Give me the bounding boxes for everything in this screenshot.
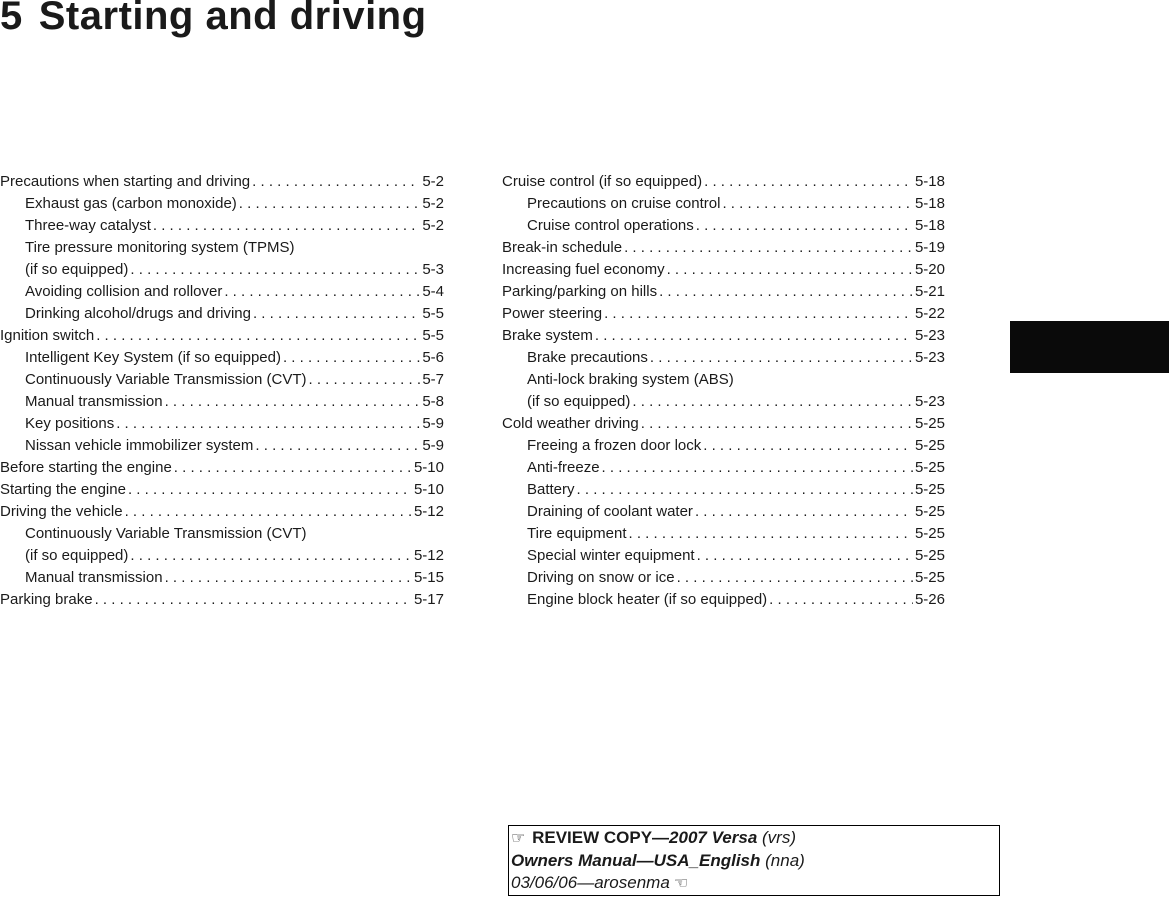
toc-dot-leader bbox=[224, 281, 420, 303]
toc-entry-title: Precautions on cruise control bbox=[527, 195, 721, 212]
toc-entry[interactable] bbox=[502, 347, 945, 369]
toc-entry-page: 5-2 bbox=[422, 217, 444, 234]
toc-entry[interactable] bbox=[0, 479, 444, 501]
toc-entry-page: 5-5 bbox=[422, 305, 444, 322]
toc-entry-title: Before starting the engine bbox=[0, 459, 172, 476]
toc-entry-page: 5-25 bbox=[914, 547, 945, 564]
toc-entry-page: 5-19 bbox=[914, 239, 945, 256]
toc-entry-title: Nissan vehicle immobilizer system bbox=[25, 437, 254, 454]
chapter-number: 5 bbox=[0, 0, 23, 38]
toc-dot-leader bbox=[253, 303, 420, 325]
hand-pointing-left-icon: ☜ bbox=[673, 875, 689, 892]
chapter-side-tab bbox=[1010, 321, 1169, 373]
toc-entry-page: 5-21 bbox=[914, 283, 945, 300]
toc-entry-page: 5-9 bbox=[422, 415, 444, 432]
toc-dot-leader bbox=[650, 347, 913, 369]
toc-entry-title: Parking/parking on hills bbox=[502, 283, 658, 300]
toc-dot-leader bbox=[667, 259, 913, 281]
toc-entry[interactable] bbox=[502, 193, 945, 215]
toc-entry-title: Freeing a frozen door lock bbox=[527, 437, 702, 454]
toc-dot-leader bbox=[255, 435, 420, 457]
toc-entry-page: 5-22 bbox=[914, 305, 945, 322]
toc-entry-title: Draining of coolant water bbox=[527, 503, 693, 520]
toc-dot-leader bbox=[153, 215, 420, 237]
toc-entry[interactable] bbox=[502, 567, 945, 589]
review-date: 03/06/06 bbox=[511, 873, 578, 892]
toc-entry-title: Continuously Variable Transmission (CVT) bbox=[25, 525, 307, 542]
toc-dot-leader bbox=[309, 369, 421, 391]
toc-entry[interactable] bbox=[0, 523, 444, 567]
toc-entry-page: 5-3 bbox=[422, 261, 444, 278]
toc-entry-page: 5-25 bbox=[914, 437, 945, 454]
review-line-2 bbox=[511, 850, 997, 872]
toc-entry[interactable] bbox=[502, 457, 945, 479]
toc-entry-page: 5-23 bbox=[914, 393, 945, 410]
toc-entry-title: Precautions when starting and driving bbox=[0, 173, 251, 190]
toc-dot-leader bbox=[629, 523, 913, 545]
toc-dot-leader bbox=[165, 567, 412, 589]
toc-entry-page: 5-25 bbox=[914, 459, 945, 476]
toc-entry-title-continued: (if so equipped) bbox=[25, 261, 129, 278]
toc-dot-leader bbox=[96, 325, 420, 347]
toc-entry[interactable] bbox=[0, 391, 444, 413]
toc-entry[interactable] bbox=[502, 523, 945, 545]
toc-entry-page: 5-20 bbox=[914, 261, 945, 278]
toc-entry[interactable] bbox=[0, 193, 444, 215]
toc-entry-title: Increasing fuel economy bbox=[502, 261, 665, 278]
toc-entry-page: 5-12 bbox=[413, 547, 444, 564]
toc-dot-leader bbox=[130, 545, 412, 567]
toc-entry[interactable] bbox=[0, 171, 444, 193]
review-copy-box bbox=[508, 825, 1000, 896]
toc-entry[interactable] bbox=[502, 259, 945, 281]
toc-entry[interactable] bbox=[502, 369, 945, 413]
toc-dot-leader bbox=[174, 457, 412, 479]
toc-entry-page: 5-25 bbox=[914, 481, 945, 498]
toc-entry-title: Manual transmission bbox=[25, 393, 163, 410]
toc-entry-title: Three-way catalyst bbox=[25, 217, 151, 234]
review-model: 2007 Versa bbox=[669, 828, 758, 847]
toc-entry-title-continued: (if so equipped) bbox=[25, 547, 129, 564]
toc-entry[interactable] bbox=[502, 479, 945, 501]
toc-entry[interactable] bbox=[0, 457, 444, 479]
toc-dot-leader bbox=[695, 501, 913, 523]
toc-entry-page: 5-26 bbox=[914, 591, 945, 608]
toc-entry-page: 5-18 bbox=[914, 217, 945, 234]
review-manual-code: (nna) bbox=[765, 851, 805, 870]
toc-entry[interactable] bbox=[0, 589, 444, 611]
toc-entry[interactable] bbox=[0, 413, 444, 435]
toc-entry-page: 5-23 bbox=[914, 327, 945, 344]
toc-dot-leader bbox=[116, 413, 420, 435]
toc-entry-page: 5-25 bbox=[914, 415, 945, 432]
toc-entry-title: Anti-lock braking system (ABS) bbox=[527, 371, 734, 388]
toc-entry-title: Power steering bbox=[502, 305, 603, 322]
toc-dot-leader bbox=[659, 281, 913, 303]
toc-entry-title: Cruise control operations bbox=[527, 217, 694, 234]
toc-dot-leader bbox=[125, 501, 412, 523]
toc-entry-title: Starting the engine bbox=[0, 481, 126, 498]
toc-dot-leader bbox=[624, 237, 913, 259]
toc-dot-leader bbox=[283, 347, 420, 369]
toc-entry[interactable] bbox=[0, 325, 444, 347]
toc-dot-leader bbox=[677, 567, 913, 589]
toc-entry-page: 5-18 bbox=[914, 173, 945, 190]
toc-entry-title: Brake precautions bbox=[527, 349, 648, 366]
toc-entry-title: Battery bbox=[527, 481, 575, 498]
toc-dot-leader bbox=[239, 193, 421, 215]
toc-dot-leader bbox=[252, 171, 420, 193]
toc-entry[interactable] bbox=[502, 413, 945, 435]
toc-entry-page: 5-9 bbox=[422, 437, 444, 454]
chapter-title bbox=[0, 0, 427, 39]
toc-entry[interactable] bbox=[502, 325, 945, 347]
toc-entry-title: Manual transmission bbox=[25, 569, 163, 586]
toc-entry-title: Tire pressure monitoring system (TPMS) bbox=[25, 239, 295, 256]
toc-dot-leader bbox=[577, 479, 913, 501]
review-manual: Owners Manual—USA_English bbox=[511, 851, 761, 870]
review-dash: — bbox=[652, 828, 670, 847]
toc-entry[interactable] bbox=[0, 501, 444, 523]
review-line-3 bbox=[511, 872, 997, 895]
toc-dot-leader bbox=[722, 193, 913, 215]
toc-entry-title: Special winter equipment bbox=[527, 547, 695, 564]
toc-entry-page: 5-25 bbox=[914, 525, 945, 542]
toc-entry[interactable] bbox=[502, 501, 945, 523]
toc-entry[interactable] bbox=[0, 237, 444, 281]
review-author: arosenma bbox=[594, 873, 670, 892]
toc-entry-title: Engine block heater (if so equipped) bbox=[527, 591, 768, 608]
toc-entry[interactable] bbox=[0, 281, 444, 303]
toc-entry-title: Ignition switch bbox=[0, 327, 95, 344]
toc-entry-title: Driving on snow or ice bbox=[527, 569, 675, 586]
toc-dot-leader bbox=[604, 303, 913, 325]
toc-dot-leader bbox=[165, 391, 421, 413]
toc-entry[interactable] bbox=[0, 435, 444, 457]
hand-pointing-right-icon: ☞ bbox=[511, 830, 526, 847]
toc-entry-page: 5-5 bbox=[422, 327, 444, 344]
toc-dot-leader bbox=[696, 215, 913, 237]
toc-entry-title: Anti-freeze bbox=[527, 459, 600, 476]
toc-entry-title: Exhaust gas (carbon monoxide) bbox=[25, 195, 237, 212]
toc-entry[interactable] bbox=[502, 281, 945, 303]
toc-entry-title: Tire equipment bbox=[527, 525, 627, 542]
toc-dot-leader bbox=[595, 325, 913, 347]
toc-entry-page: 5-15 bbox=[413, 569, 444, 586]
toc-dot-leader bbox=[128, 479, 412, 501]
toc-dot-leader bbox=[697, 545, 913, 567]
toc-entry-page: 5-10 bbox=[413, 459, 444, 476]
toc-entry[interactable] bbox=[502, 435, 945, 457]
toc-entry-title: Brake system bbox=[502, 327, 593, 344]
review-model-code: (vrs) bbox=[762, 828, 796, 847]
toc-entry[interactable] bbox=[502, 303, 945, 325]
review-dash-2: — bbox=[577, 873, 595, 892]
review-label: REVIEW COPY bbox=[532, 828, 653, 847]
toc-entry-title: Break-in schedule bbox=[502, 239, 623, 256]
toc-entry-title: Key positions bbox=[25, 415, 115, 432]
toc-entry[interactable] bbox=[0, 347, 444, 369]
toc-entry-page: 5-12 bbox=[413, 503, 444, 520]
toc-entry-page: 5-25 bbox=[914, 569, 945, 586]
toc-entry-page: 5-6 bbox=[422, 349, 444, 366]
toc-entry-title: Driving the vehicle bbox=[0, 503, 123, 520]
toc-dot-leader bbox=[641, 413, 913, 435]
toc-entry-page: 5-2 bbox=[422, 173, 444, 190]
toc-dot-leader bbox=[602, 457, 913, 479]
toc-entry[interactable] bbox=[0, 369, 444, 391]
toc-entry[interactable] bbox=[502, 171, 945, 193]
toc-entry[interactable] bbox=[502, 237, 945, 259]
toc-entry-title: Cold weather driving bbox=[502, 415, 639, 432]
toc-dot-leader bbox=[95, 589, 412, 611]
toc-dot-leader bbox=[130, 259, 420, 281]
toc-entry-title: Intelligent Key System (if so equipped) bbox=[25, 349, 281, 366]
toc-entry-page: 5-10 bbox=[413, 481, 444, 498]
toc-entry-title: Parking brake bbox=[0, 591, 93, 608]
toc-entry[interactable] bbox=[0, 567, 444, 589]
toc-entry[interactable] bbox=[502, 215, 945, 237]
toc-entry-title-wrap bbox=[25, 523, 444, 567]
toc-entry-title-wrap bbox=[25, 237, 444, 281]
toc-entry-page: 5-25 bbox=[914, 503, 945, 520]
toc-entry-page: 5-2 bbox=[422, 195, 444, 212]
toc-entry-page: 5-7 bbox=[422, 371, 444, 388]
toc-dot-leader bbox=[703, 435, 913, 457]
toc-entry-page: 5-18 bbox=[914, 195, 945, 212]
chapter-title-text: Starting and driving bbox=[38, 0, 427, 38]
toc-dot-leader bbox=[632, 391, 913, 413]
toc-entry[interactable] bbox=[502, 545, 945, 567]
toc-entry-page: 5-8 bbox=[422, 393, 444, 410]
toc-entry-page: 5-23 bbox=[914, 349, 945, 366]
toc-entry-title: Drinking alcohol/drugs and driving bbox=[25, 305, 251, 322]
toc-left-column bbox=[0, 171, 444, 611]
toc-entry[interactable] bbox=[502, 589, 945, 611]
toc-right-column bbox=[502, 171, 945, 611]
toc-entry[interactable] bbox=[0, 215, 444, 237]
toc-entry-title: Avoiding collision and rollover bbox=[25, 283, 223, 300]
toc-entry-page: 5-4 bbox=[422, 283, 444, 300]
toc-entry-title: Continuously Variable Transmission (CVT) bbox=[25, 371, 307, 388]
toc-dot-leader bbox=[704, 171, 913, 193]
review-line-1 bbox=[511, 827, 997, 850]
toc-entry-title-continued: (if so equipped) bbox=[527, 393, 631, 410]
toc-entry-title: Cruise control (if so equipped) bbox=[502, 173, 703, 190]
toc-entry[interactable] bbox=[0, 303, 444, 325]
toc-entry-page: 5-17 bbox=[413, 591, 444, 608]
toc-dot-leader bbox=[769, 589, 913, 611]
toc-entry-title-wrap bbox=[527, 369, 945, 413]
